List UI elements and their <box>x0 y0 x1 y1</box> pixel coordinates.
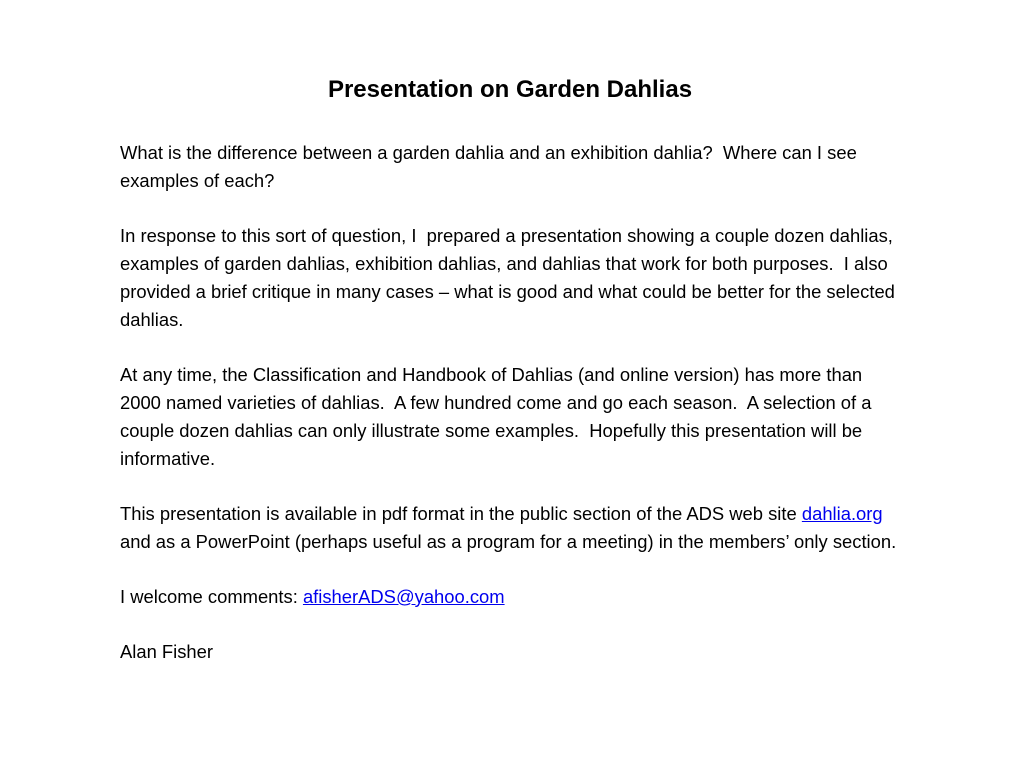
comments-label: I welcome comments: <box>120 585 303 607</box>
paragraph-availability <box>120 500 900 556</box>
paragraph-response: In response to this sort of question, I prepared a presentation showing a couple dozen dahlias, examples of garden dahlias, exhibition dahlias, and dahlias that work for both purposes. I also provided a brief critique in many cases – what is good and what could be better for the selected dahlias. <box>120 224 901 330</box>
dahlia-org-link[interactable]: dahlia.org <box>801 502 883 524</box>
paragraph-question: What is the difference between a garden dahlia and an exhibition dahlia? Where can I see examples of each? <box>120 141 862 191</box>
document-content <box>120 76 900 666</box>
document-title: Presentation on Garden Dahlias <box>327 76 693 103</box>
availability-text-after-link: and as a PowerPoint (perhaps useful as a program for a meeting) in the members’ only section. <box>120 502 897 552</box>
email-link[interactable]: afisherADS@yahoo.com <box>302 585 505 607</box>
paragraph-classification: At any time, the Classification and Handbook of Dahlias (and online version) has more than 2000 named varieties of dahlias. A few hundred come and go each season. A selection of a couple dozen dahlias can only illustrate some examples. Hopefully this presentation will be informative. <box>120 363 877 469</box>
availability-text-before-link: This presentation is available in pdf format in the public section of the ADS web site <box>120 502 802 524</box>
paragraph-comments <box>120 583 900 611</box>
signature: Alan Fisher <box>120 640 214 662</box>
